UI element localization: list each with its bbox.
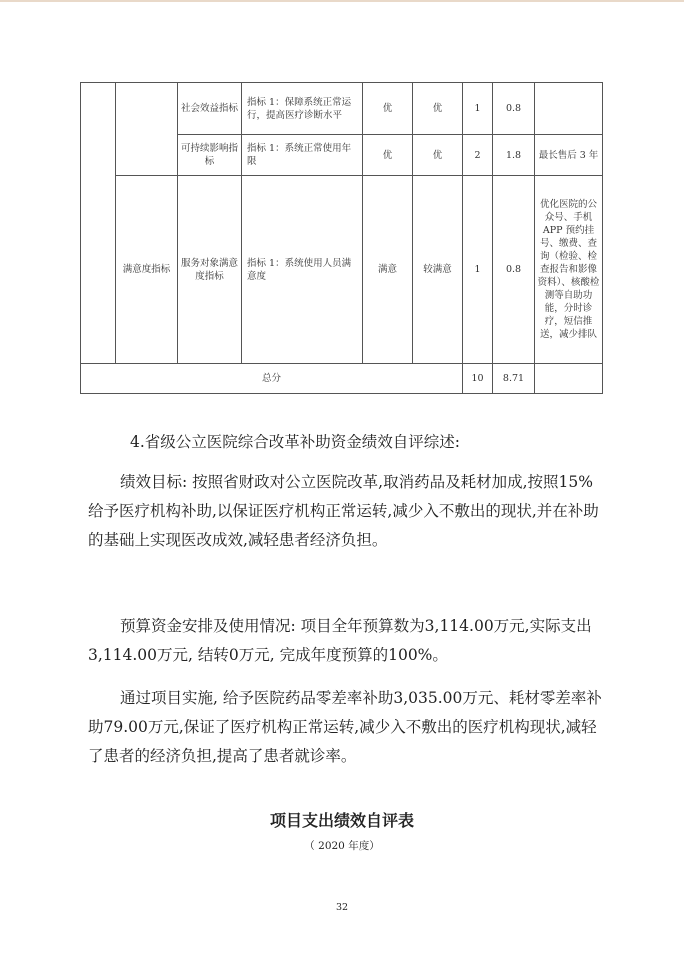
document-subtitle: （ 2020 年度） (304, 840, 380, 852)
table-cell-actual: 较满意 (413, 176, 463, 364)
table-cell-category: 服务对象满意度指标 (178, 176, 242, 364)
table-cell-blank (116, 83, 178, 176)
table-cell-indicator: 指标 1：系统正常使用年限 (242, 135, 363, 176)
table-row-total (81, 364, 603, 394)
table-cell-indicator: 指标 1：系统使用人员满意度 (242, 176, 363, 364)
paragraph-budget (88, 612, 606, 670)
paragraph-text: 通过项目实施, 给予医院药品零差率补助3,035.00万元、耗材零差率补助79.00万元,保证了医疗机构正常运转,减少入不敷出的医疗机构现状,减轻了患者的经济负担,提高了患者就诊率。 (88, 689, 602, 765)
paragraph-performance-goal (88, 468, 606, 555)
table-cell-target: 优 (363, 83, 413, 135)
table-cell-note: 优化医院的公众号、手机APP 预约挂号、缴费、查询（检验、检查报告和影像资料）、核酸检测等自助功能，分时诊疗，短信推送，减少排队 (535, 176, 603, 364)
table-cell-score: 0.8 (493, 83, 535, 135)
table-cell-target: 优 (363, 135, 413, 176)
performance-table (80, 82, 603, 394)
page-number: 32 (335, 902, 349, 913)
table-cell-category: 社会效益指标 (178, 83, 242, 135)
section-heading: 4.省级公立医院综合改革补助资金绩效自评综述: (130, 433, 461, 451)
table-cell-level2: 满意度指标 (116, 176, 178, 364)
table-cell-total-weight: 10 (463, 364, 493, 394)
table-cell-actual: 优 (413, 83, 463, 135)
table-cell-score: 0.8 (493, 176, 535, 364)
paragraph-text: 绩效目标: 按照省财政对公立医院改革,取消药品及耗材加成,按照15%给予医疗机构补助,以保证医疗机构正常运转,减少入不敷出的现状,并在补助的基础上实现医改成效,减轻患者经济负担。 (88, 473, 599, 549)
table-cell-blank (535, 364, 603, 394)
page-top-border (0, 0, 684, 2)
document-title: 项目支出绩效自评表 (269, 811, 414, 830)
paragraph-implementation (88, 684, 606, 771)
table-cell-weight: 1 (463, 176, 493, 364)
table-cell-note: 最长售后 3 年 (535, 135, 603, 176)
table-cell-total-label: 总分 (81, 364, 463, 394)
table-cell-indicator: 指标 1：保障系统正常运行，提高医疗诊断水平 (242, 83, 363, 135)
table-cell-score: 1.8 (493, 135, 535, 176)
table-row (81, 83, 603, 135)
table-cell-weight: 1 (463, 83, 493, 135)
table-cell-total-score: 8.71 (493, 364, 535, 394)
table-cell-target: 满意 (363, 176, 413, 364)
table-cell-actual: 优 (413, 135, 463, 176)
table-cell-note (535, 83, 603, 135)
paragraph-text: 预算资金安排及使用情况: 项目全年预算数为3,114.00万元,实际支出3,114.00万元, 结转0万元, 完成年度预算的100%。 (88, 617, 592, 664)
table-cell-category: 可持续影响指标 (178, 135, 242, 176)
table-row (81, 176, 603, 364)
table-cell-blank (81, 83, 116, 364)
table-cell-weight: 2 (463, 135, 493, 176)
